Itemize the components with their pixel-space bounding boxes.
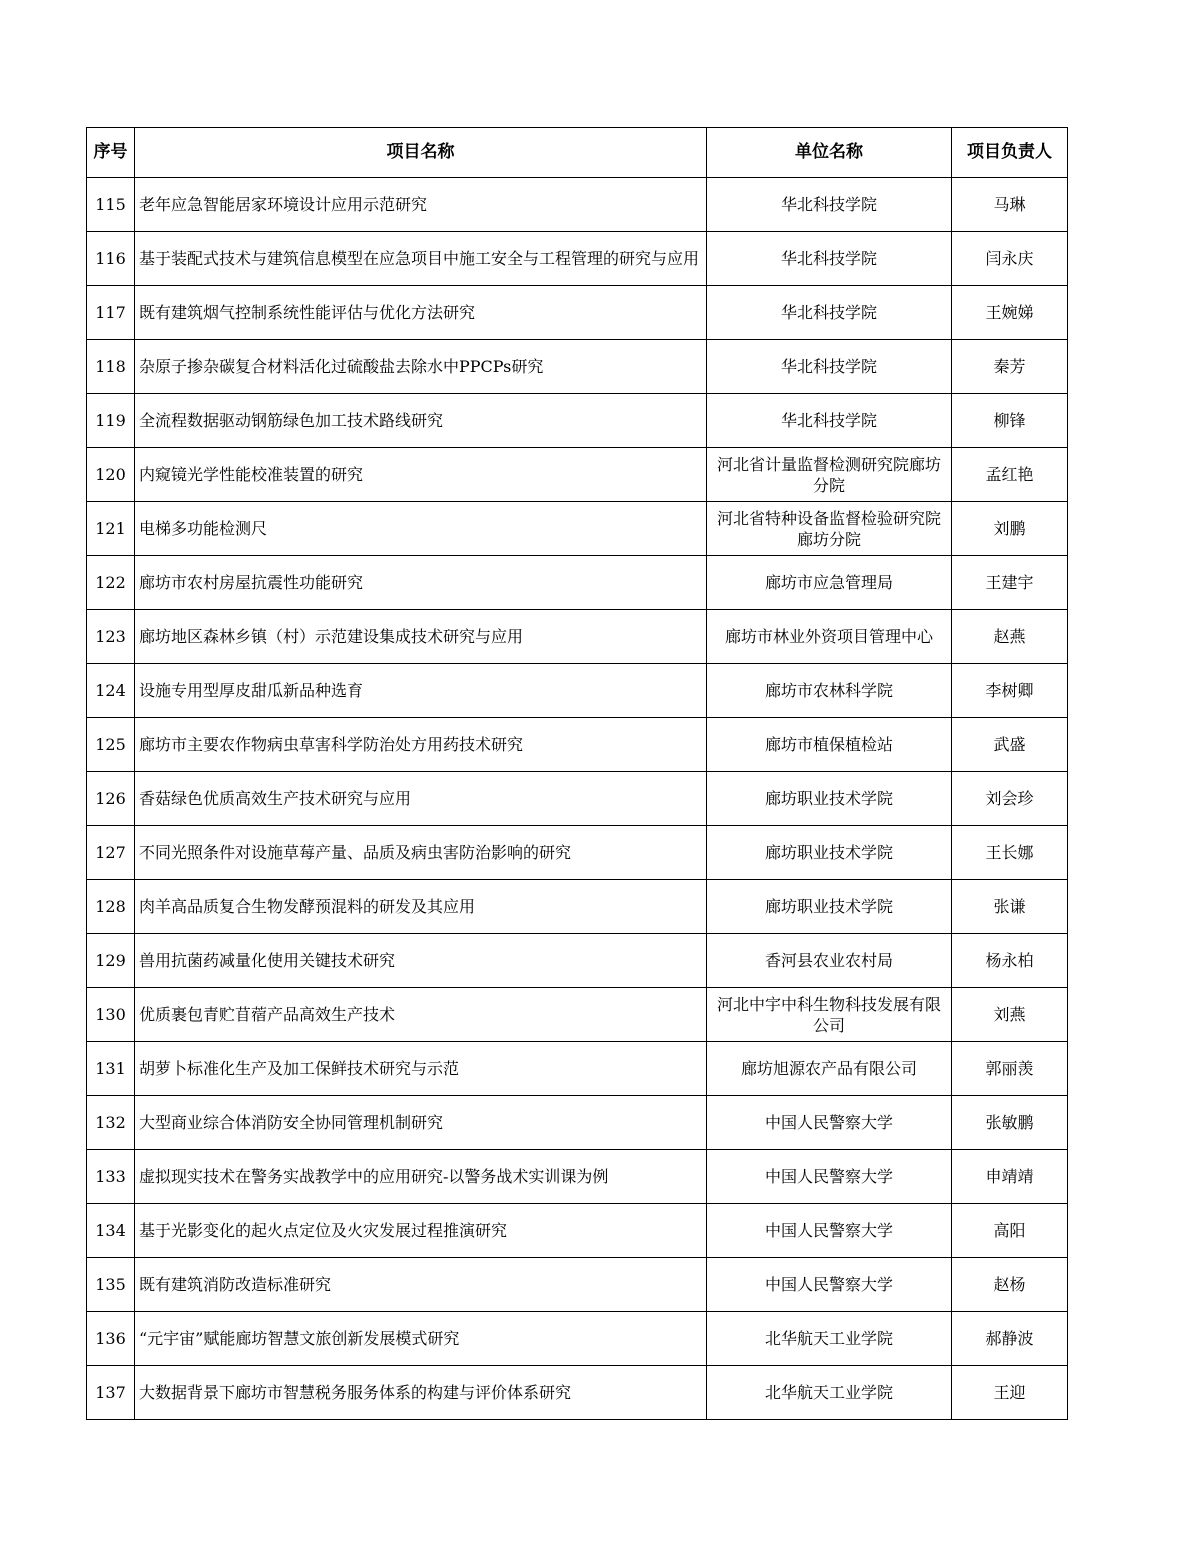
table-row	[87, 880, 1068, 934]
cell-unit-name: 河北省计量监督检测研究院廊坊分院	[707, 448, 952, 502]
cell-unit-name: 廊坊旭源农产品有限公司	[707, 1042, 952, 1096]
cell-index: 137	[87, 1366, 135, 1420]
cell-project-leader: 高阳	[952, 1204, 1068, 1258]
cell-unit-name: 华北科技学院	[707, 340, 952, 394]
table-row	[87, 1312, 1068, 1366]
table-body	[87, 178, 1068, 1420]
header-project-name: 项目名称	[135, 128, 707, 178]
cell-index: 124	[87, 664, 135, 718]
cell-index: 115	[87, 178, 135, 232]
table-row	[87, 1366, 1068, 1420]
cell-unit-name: 华北科技学院	[707, 178, 952, 232]
cell-project-leader: 张谦	[952, 880, 1068, 934]
cell-project-name: 电梯多功能检测尺	[135, 502, 707, 556]
cell-project-leader: 柳锋	[952, 394, 1068, 448]
cell-project-name: 老年应急智能居家环境设计应用示范研究	[135, 178, 707, 232]
cell-project-name: 基于装配式技术与建筑信息模型在应急项目中施工安全与工程管理的研究与应用	[135, 232, 707, 286]
cell-project-name: 杂原子掺杂碳复合材料活化过硫酸盐去除水中PPCPs研究	[135, 340, 707, 394]
cell-unit-name: 华北科技学院	[707, 286, 952, 340]
cell-project-name: 香菇绿色优质高效生产技术研究与应用	[135, 772, 707, 826]
table-row	[87, 448, 1068, 502]
cell-index: 136	[87, 1312, 135, 1366]
project-table	[86, 127, 1068, 1420]
cell-project-name: 大型商业综合体消防安全协同管理机制研究	[135, 1096, 707, 1150]
table-row	[87, 988, 1068, 1042]
cell-project-name: 兽用抗菌药减量化使用关键技术研究	[135, 934, 707, 988]
table-row	[87, 1258, 1068, 1312]
cell-project-leader: 刘会珍	[952, 772, 1068, 826]
cell-project-leader: 武盛	[952, 718, 1068, 772]
cell-project-leader: 孟红艳	[952, 448, 1068, 502]
cell-project-name: 设施专用型厚皮甜瓜新品种选育	[135, 664, 707, 718]
cell-unit-name: 中国人民警察大学	[707, 1150, 952, 1204]
cell-unit-name: 河北中宇中科生物科技发展有限公司	[707, 988, 952, 1042]
cell-unit-name: 香河县农业农村局	[707, 934, 952, 988]
cell-project-name: 基于光影变化的起火点定位及火灾发展过程推演研究	[135, 1204, 707, 1258]
cell-project-name: 胡萝卜标准化生产及加工保鲜技术研究与示范	[135, 1042, 707, 1096]
cell-project-leader: 刘鹏	[952, 502, 1068, 556]
cell-unit-name: 廊坊职业技术学院	[707, 772, 952, 826]
table-row	[87, 934, 1068, 988]
table-row	[87, 772, 1068, 826]
cell-project-leader: 郝静波	[952, 1312, 1068, 1366]
cell-unit-name: 廊坊职业技术学院	[707, 826, 952, 880]
table-row	[87, 1042, 1068, 1096]
cell-index: 127	[87, 826, 135, 880]
table-row	[87, 1150, 1068, 1204]
table-row	[87, 1096, 1068, 1150]
cell-index: 135	[87, 1258, 135, 1312]
table-row	[87, 826, 1068, 880]
cell-project-name: “元宇宙”赋能廊坊智慧文旅创新发展模式研究	[135, 1312, 707, 1366]
cell-project-name: 廊坊地区森林乡镇（村）示范建设集成技术研究与应用	[135, 610, 707, 664]
table-row	[87, 394, 1068, 448]
table-row	[87, 610, 1068, 664]
cell-unit-name: 北华航天工业学院	[707, 1312, 952, 1366]
cell-index: 128	[87, 880, 135, 934]
cell-unit-name: 中国人民警察大学	[707, 1096, 952, 1150]
cell-project-leader: 杨永柏	[952, 934, 1068, 988]
cell-project-leader: 张敏鹏	[952, 1096, 1068, 1150]
cell-project-name: 虚拟现实技术在警务实战教学中的应用研究-以警务战术实训课为例	[135, 1150, 707, 1204]
table-row	[87, 340, 1068, 394]
table-row	[87, 718, 1068, 772]
header-index: 序号	[87, 128, 135, 178]
cell-unit-name: 中国人民警察大学	[707, 1258, 952, 1312]
cell-unit-name: 廊坊市应急管理局	[707, 556, 952, 610]
cell-project-leader: 赵燕	[952, 610, 1068, 664]
cell-project-leader: 王婉娣	[952, 286, 1068, 340]
header-row	[87, 128, 1068, 178]
cell-project-leader: 闫永庆	[952, 232, 1068, 286]
table-row	[87, 178, 1068, 232]
cell-project-name: 大数据背景下廊坊市智慧税务服务体系的构建与评价体系研究	[135, 1366, 707, 1420]
cell-unit-name: 华北科技学院	[707, 394, 952, 448]
cell-unit-name: 华北科技学院	[707, 232, 952, 286]
cell-project-leader: 王迎	[952, 1366, 1068, 1420]
header-project-leader: 项目负责人	[952, 128, 1068, 178]
cell-project-name: 廊坊市主要农作物病虫草害科学防治处方用药技术研究	[135, 718, 707, 772]
cell-index: 122	[87, 556, 135, 610]
cell-index: 120	[87, 448, 135, 502]
cell-index: 133	[87, 1150, 135, 1204]
table-row	[87, 1204, 1068, 1258]
cell-unit-name: 廊坊市植保植检站	[707, 718, 952, 772]
cell-unit-name: 中国人民警察大学	[707, 1204, 952, 1258]
cell-unit-name: 河北省特种设备监督检验研究院廊坊分院	[707, 502, 952, 556]
cell-project-leader: 秦芳	[952, 340, 1068, 394]
table-row	[87, 232, 1068, 286]
cell-index: 132	[87, 1096, 135, 1150]
table-row	[87, 556, 1068, 610]
cell-project-leader: 郭丽羡	[952, 1042, 1068, 1096]
header-unit-name: 单位名称	[707, 128, 952, 178]
cell-project-leader: 王建宇	[952, 556, 1068, 610]
cell-project-name: 不同光照条件对设施草莓产量、品质及病虫害防治影响的研究	[135, 826, 707, 880]
table-row	[87, 502, 1068, 556]
cell-project-leader: 刘燕	[952, 988, 1068, 1042]
cell-project-name: 内窥镜光学性能校准装置的研究	[135, 448, 707, 502]
cell-project-name: 既有建筑烟气控制系统性能评估与优化方法研究	[135, 286, 707, 340]
cell-project-leader: 马琳	[952, 178, 1068, 232]
cell-project-leader: 赵杨	[952, 1258, 1068, 1312]
cell-index: 123	[87, 610, 135, 664]
cell-project-name: 肉羊高品质复合生物发酵预混料的研发及其应用	[135, 880, 707, 934]
cell-project-name: 廊坊市农村房屋抗震性功能研究	[135, 556, 707, 610]
cell-index: 130	[87, 988, 135, 1042]
table-header	[87, 128, 1068, 178]
cell-project-leader: 王长娜	[952, 826, 1068, 880]
cell-index: 117	[87, 286, 135, 340]
cell-index: 131	[87, 1042, 135, 1096]
table-row	[87, 286, 1068, 340]
cell-project-name: 既有建筑消防改造标准研究	[135, 1258, 707, 1312]
cell-index: 126	[87, 772, 135, 826]
cell-project-leader: 李树卿	[952, 664, 1068, 718]
cell-index: 121	[87, 502, 135, 556]
cell-index: 129	[87, 934, 135, 988]
cell-project-name: 优质裹包青贮苜蓿产品高效生产技术	[135, 988, 707, 1042]
cell-index: 119	[87, 394, 135, 448]
cell-project-leader: 申靖靖	[952, 1150, 1068, 1204]
cell-unit-name: 北华航天工业学院	[707, 1366, 952, 1420]
cell-index: 116	[87, 232, 135, 286]
cell-index: 134	[87, 1204, 135, 1258]
cell-index: 118	[87, 340, 135, 394]
cell-project-name: 全流程数据驱动钢筋绿色加工技术路线研究	[135, 394, 707, 448]
table-row	[87, 664, 1068, 718]
cell-unit-name: 廊坊职业技术学院	[707, 880, 952, 934]
cell-unit-name: 廊坊市林业外资项目管理中心	[707, 610, 952, 664]
cell-unit-name: 廊坊市农林科学院	[707, 664, 952, 718]
cell-index: 125	[87, 718, 135, 772]
